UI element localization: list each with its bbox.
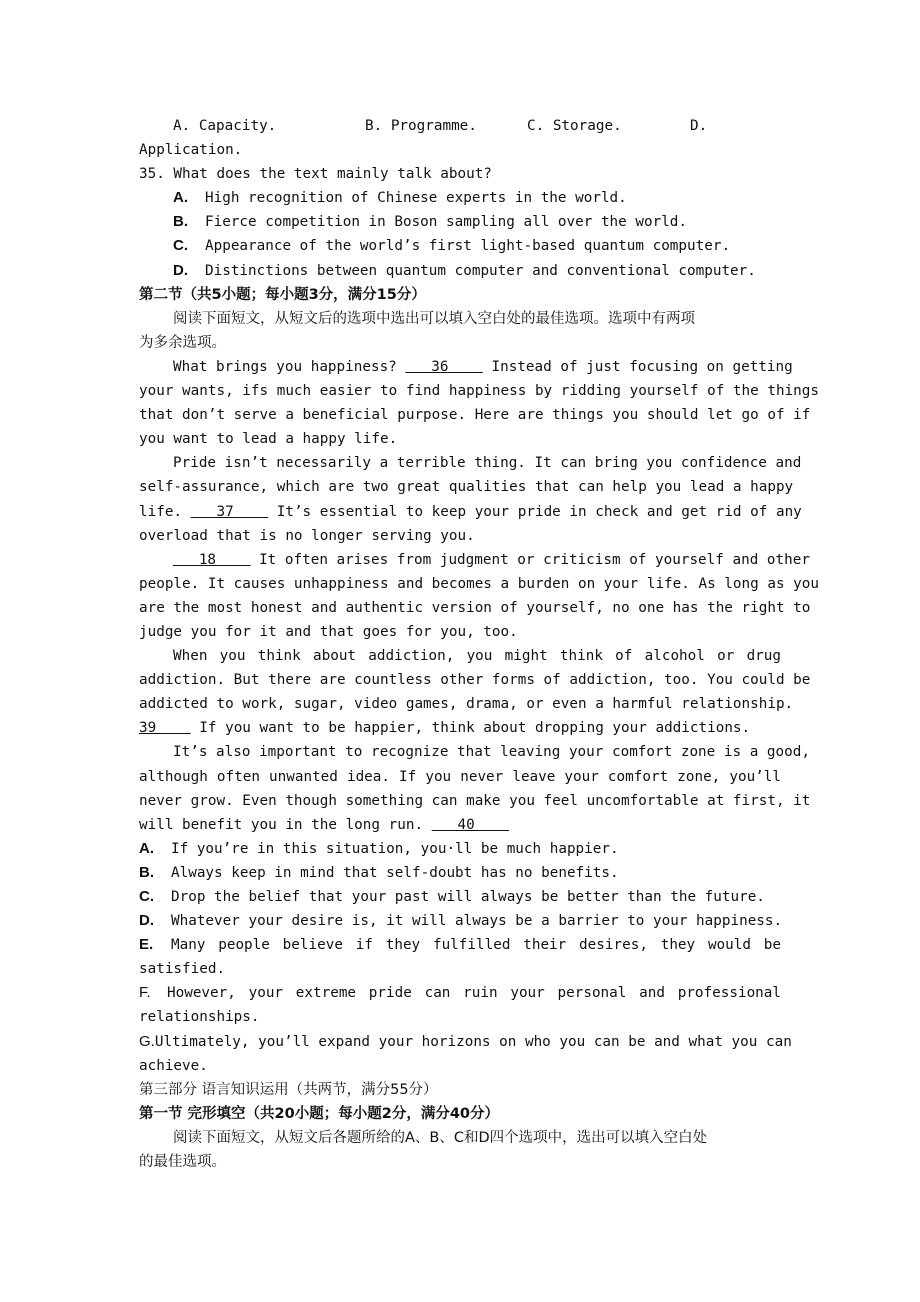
choice-f-cont: relationships. (139, 1009, 260, 1026)
passage-p3-line2: people. It causes unhappiness and becomes a burden on your life. As long as you (139, 575, 819, 592)
option-text: High recognition of Chinese experts in the world. (205, 190, 627, 207)
option-label: C. (173, 237, 188, 255)
text: It’s essential to keep your pride in check and get rid of any (268, 503, 802, 520)
choice-b (139, 861, 781, 885)
part3-title: 第三部分 语言知识运用（共两节，满分55分） (139, 1081, 438, 1098)
q35-option-c (139, 234, 781, 258)
option-text: Distinctions between quantum computer and conventional computer. (205, 262, 756, 279)
q34-option-d: D. (690, 118, 708, 134)
choice-text: However, your extreme pride can ruin your personal and professional (167, 985, 781, 1002)
option-label: A. (173, 189, 188, 207)
passage-p5-line2: although often unwanted idea. If you never leave your comfort zone, you’ll (139, 768, 781, 785)
passage-p2-line3 (139, 500, 802, 524)
text: What brings you happiness? (173, 358, 406, 375)
choice-g-cont: achieve. (139, 1057, 208, 1074)
passage-p5-line1: It’s also important to recognize that leaving your comfort zone is a good, (173, 744, 810, 761)
text: life. (139, 503, 191, 520)
blank-39: 39 (139, 720, 191, 737)
q35-stem: 35. What does the text mainly talk about? (139, 166, 492, 183)
q35-option-b (139, 210, 781, 234)
text: Instead of just focusing on getting (482, 358, 793, 375)
passage-p1-line2: your wants, ifs much easier to find happiness by ridding yourself of the things (139, 383, 819, 400)
choice-label: C. (139, 888, 154, 905)
q34-options-row (139, 114, 781, 138)
text: If you want to be happier, think about dropping your addictions. (190, 720, 751, 737)
text: It often arises from judgment or criticism of yourself and other (250, 551, 810, 568)
choice-text: If you’re in this situation, you·ll be much happier. (171, 840, 619, 857)
passage-p3-line3: are the most honest and authentic version of yourself, no one has the right to (139, 599, 811, 616)
choice-text: Always keep in mind that self-doubt has no benefits. (171, 864, 619, 881)
q34-option-a: A. Capacity. (173, 118, 277, 134)
option-label: D. (173, 261, 188, 279)
passage-p4-line2: addiction. But there are countless other forms of addiction, too. You could be (139, 672, 811, 689)
section2-heading: 第二节（共5小题；每小题3分，满分15分） (139, 286, 426, 303)
passage-p3-line4: judge you for it and that goes for you, too. (139, 623, 518, 640)
choice-text: Many people believe if they fulfilled their desires, they would be (171, 937, 781, 954)
passage-p1-line1 (139, 355, 793, 379)
section2-instructions-line2: 为多余选项。 (139, 334, 226, 351)
choice-g (139, 1030, 792, 1054)
part3-instructions-line1: 阅读下面短文，从短文后各题所给的A、B、C和D四个选项中，选出可以填入空白处 (173, 1129, 708, 1146)
option-text: Fierce competition in Boson sampling all over the world. (205, 214, 688, 231)
q34-option-d-cont: Application. (139, 142, 243, 159)
choice-a (139, 837, 781, 861)
passage-p5-line3: never grow. Even though something can make you feel uncomfortable at first, it (139, 792, 811, 809)
choice-label: B. (139, 863, 154, 881)
passage-p2-line1: Pride isn’t necessarily a terrible thing. It can bring you confidence and (173, 455, 802, 472)
document-page (139, 114, 819, 1174)
blank-37: 37 (190, 503, 269, 520)
q34-option-c: C. Storage. (527, 118, 622, 134)
option-label: B. (173, 213, 188, 231)
section2-instructions-line1: 阅读下面短文，从短文后的选项中选出可以填入空白处的最佳选项。选项中有两项 (173, 310, 695, 327)
choice-c (139, 885, 781, 909)
passage-p2-line2: self-assurance, which are two great qualities that can help you lead a happy (139, 479, 794, 496)
passage-p4-line4 (139, 716, 781, 740)
passage-p4-line3: addicted to work, sugar, video games, drama, or even a harmful relationship. (139, 696, 794, 713)
blank-40: 40 (431, 816, 510, 833)
choice-e-cont: satisfied. (139, 961, 226, 978)
choice-label: A. (139, 839, 154, 857)
choice-label: F. (139, 984, 151, 1002)
passage-p4-line1: When you think about addiction, you might think of alcohol or drug (173, 648, 781, 665)
blank-18: 18 (173, 551, 251, 568)
passage-p2-line4: overload that is no longer serving you. (139, 527, 475, 544)
q34-option-b: B. Programme. (365, 118, 477, 134)
choice-f (139, 981, 781, 1005)
option-text: Appearance of the world’s first light-based quantum computer. (205, 238, 731, 255)
choice-label: D. (139, 912, 154, 930)
part3-section1-heading: 第一节 完形填空（共20小题；每小题2分，满分40分） (139, 1105, 499, 1122)
choice-label: E. (139, 936, 154, 954)
choice-text: Drop the belief that your past will always be better than the future. (171, 889, 765, 905)
part3-instructions-line2: 的最佳选项。 (139, 1154, 226, 1171)
choice-d (139, 909, 781, 933)
blank-36: 36 (405, 358, 483, 375)
passage-p1-line3: that don’t serve a beneficial purpose. Here are things you should let go of if (139, 407, 811, 424)
passage-p1-line4: you want to lead a happy life. (139, 431, 398, 448)
choice-e (139, 933, 781, 957)
text: will benefit you in the long run. (139, 816, 432, 833)
choice-label: G. (139, 1032, 155, 1050)
choice-text: Whatever your desire is, it will always be a barrier to your happiness. (171, 913, 783, 930)
q35-option-d (139, 259, 781, 283)
passage-p3-line1 (139, 548, 810, 572)
q35-option-a (139, 186, 781, 210)
passage-p5-line4 (139, 813, 781, 837)
choice-text: Ultimately, you’ll expand your horizons on who you can be and what you can (154, 1033, 792, 1050)
